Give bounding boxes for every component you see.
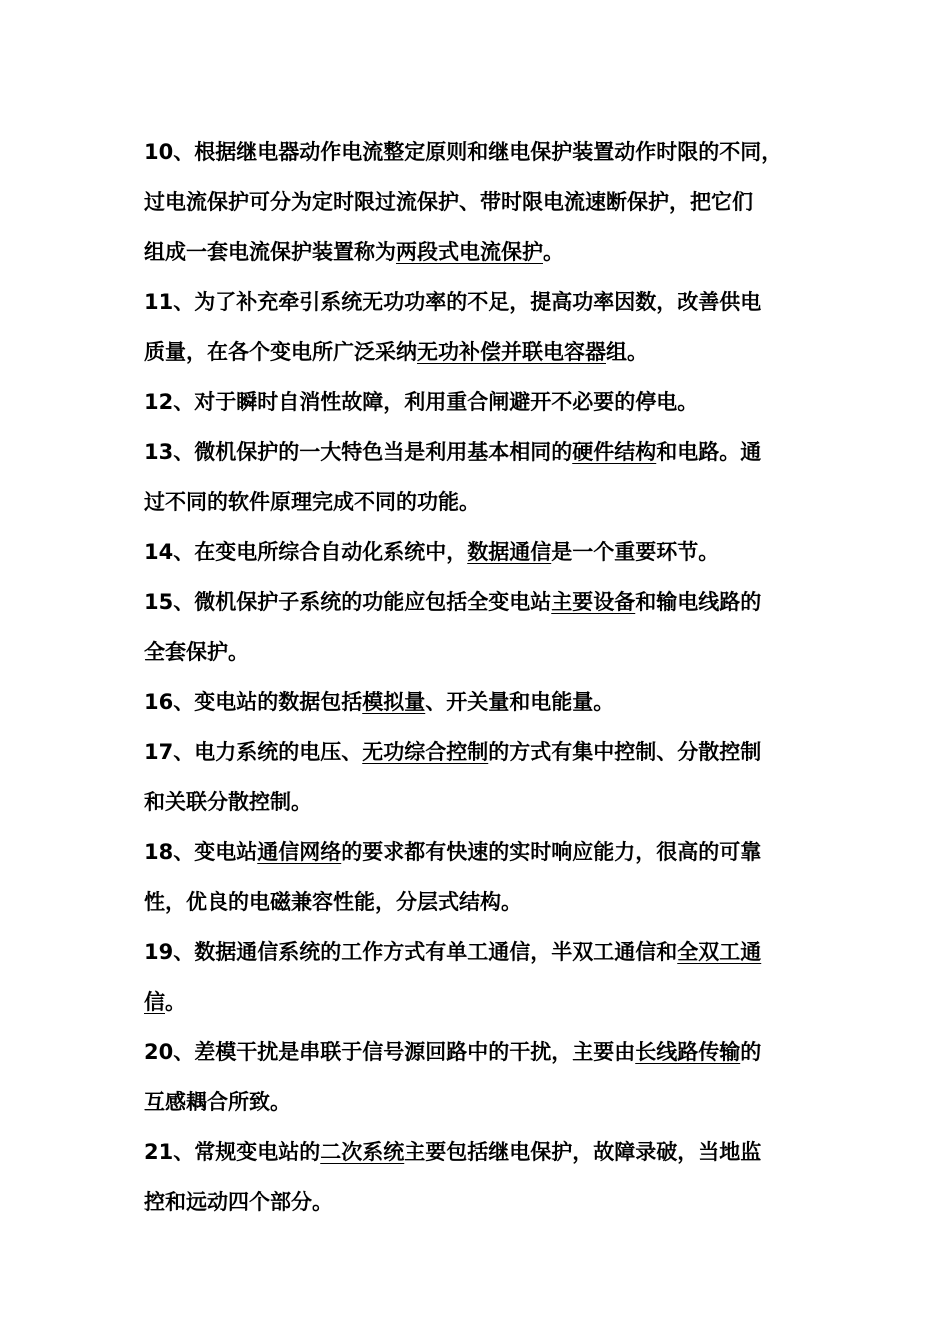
text-segment: 过不同的软件原理完成不同的功能。 — [144, 490, 480, 514]
text-segment: 和关联分散控制。 — [144, 790, 312, 814]
answer-underlined: 通信网络 — [257, 840, 342, 864]
text-segment: 性，优良的电磁兼容性能，分层式结构。 — [144, 890, 522, 914]
answer-underlined: 全双工通 — [677, 940, 762, 964]
text-line — [144, 277, 804, 327]
answer-underlined: 长线路传输 — [635, 1040, 741, 1064]
answer-underlined: 信 — [144, 990, 165, 1014]
text-segment: 20、差模干扰是串联于信号源回路中的干扰，主要由 — [144, 1040, 636, 1064]
text-segment: 主要包括继电保护，故障录破，当地监 — [404, 1140, 762, 1164]
text-segment: 、开关量和电能量。 — [425, 690, 615, 714]
question-item — [144, 827, 804, 927]
text-segment: 15、微机保护子系统的功能应包括全变电站 — [144, 590, 552, 614]
text-segment: 质量，在各个变电所广泛采纳 — [144, 340, 417, 364]
text-line — [144, 927, 804, 977]
text-segment: 组成一套电流保护装置称为 — [144, 240, 396, 264]
text-segment: 10、根据继电器动作电流整定原则和继电保护装置动作时限的不同， — [144, 140, 783, 164]
text-line — [144, 777, 804, 827]
question-item — [144, 1127, 804, 1227]
text-segment: 18、变电站 — [144, 840, 258, 864]
text-segment: 19、数据通信系统的工作方式有单工通信，半双工通信和 — [144, 940, 678, 964]
question-item — [144, 1027, 804, 1127]
text-segment: 。 — [543, 240, 564, 264]
document-page — [144, 127, 804, 1227]
text-line — [144, 977, 804, 1027]
text-line — [144, 427, 804, 477]
answer-underlined: 无功补偿并联电容器 — [417, 340, 606, 364]
question-item — [144, 527, 804, 577]
text-segment: 12、对于瞬时自消性故障，利用重合闸避开不必要的停电。 — [144, 390, 699, 414]
text-segment: 和电路。通 — [656, 440, 762, 464]
text-segment: 过电流保护可分为定时限过流保护、带时限电流速断保护，把它们 — [144, 190, 753, 214]
text-line — [144, 227, 804, 277]
text-line — [144, 477, 804, 527]
text-segment: 。 — [165, 990, 186, 1014]
text-line — [144, 327, 804, 377]
text-segment: 的 — [740, 1040, 762, 1064]
text-line — [144, 1077, 804, 1127]
text-line — [144, 577, 804, 627]
text-line — [144, 877, 804, 927]
question-item — [144, 377, 804, 427]
text-segment: 全套保护。 — [144, 640, 249, 664]
text-line — [144, 727, 804, 777]
text-line — [144, 177, 804, 227]
text-segment: 的方式有集中控制、分散控制 — [488, 740, 762, 764]
question-item — [144, 277, 804, 377]
question-item — [144, 577, 804, 677]
answer-underlined: 模拟量 — [362, 690, 426, 714]
text-segment: 16、变电站的数据包括 — [144, 690, 363, 714]
text-line — [144, 627, 804, 677]
text-line — [144, 1127, 804, 1177]
answer-underlined: 硬件结构 — [572, 440, 657, 464]
answer-underlined: 主要设备 — [551, 590, 636, 614]
text-segment: 互感耦合所致。 — [144, 1090, 291, 1114]
text-line — [144, 527, 804, 577]
answer-underlined: 两段式电流保护 — [396, 240, 543, 264]
text-segment: 和输电线路的 — [635, 590, 762, 614]
text-segment: 11、为了补充牵引系统无功功率的不足，提高功率因数，改善供电 — [144, 290, 762, 314]
text-segment: 17、电力系统的电压、 — [144, 740, 363, 764]
question-item — [144, 727, 804, 827]
text-line — [144, 677, 804, 727]
question-item — [144, 427, 804, 527]
text-segment: 的要求都有快速的实时响应能力，很高的可靠 — [341, 840, 762, 864]
text-line — [144, 827, 804, 877]
text-segment: 14、在变电所综合自动化系统中， — [144, 540, 468, 564]
text-segment: 组。 — [606, 340, 648, 364]
question-item — [144, 127, 804, 277]
text-segment: 是一个重要环节。 — [551, 540, 720, 564]
question-item — [144, 677, 804, 727]
text-line — [144, 127, 804, 177]
text-line — [144, 1027, 804, 1077]
text-segment: 13、微机保护的一大特色当是利用基本相同的 — [144, 440, 573, 464]
answer-underlined: 数据通信 — [467, 540, 552, 564]
question-item — [144, 927, 804, 1027]
answer-underlined: 无功综合控制 — [362, 740, 489, 764]
text-line — [144, 1177, 804, 1227]
text-segment: 21、常规变电站的 — [144, 1140, 321, 1164]
text-line — [144, 377, 804, 427]
text-segment: 控和远动四个部分。 — [144, 1190, 333, 1214]
answer-underlined: 二次系统 — [320, 1140, 405, 1164]
